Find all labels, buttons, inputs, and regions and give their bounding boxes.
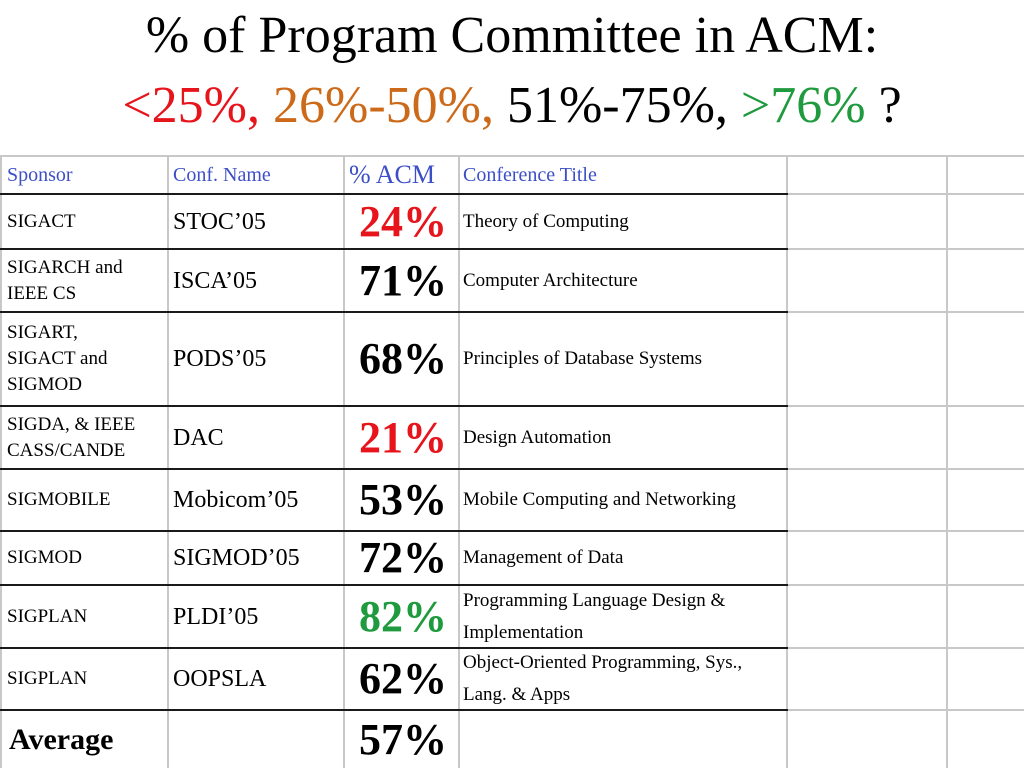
grid-line <box>458 155 460 768</box>
pct-acm-cell: 71% <box>359 255 447 305</box>
conf-title-cell: Theory of Computing <box>463 210 629 232</box>
sponsor-cell: SIGMOD <box>7 547 82 568</box>
pct-acm-cell: 68% <box>359 334 447 383</box>
conf-name-cell: Mobicom’05 <box>173 487 299 513</box>
conf-title-cell: Object-Oriented Programming, Sys., Lang. & Apps <box>463 652 743 705</box>
sponsor-cell: SIGPLAN <box>7 668 88 689</box>
sponsor-cell: SIGARCH and IEEE CS <box>7 256 123 304</box>
pct-acm-cell: 53% <box>359 475 447 524</box>
header-sponsor: Sponsor <box>7 164 73 186</box>
conf-name-cell: PLDI’05 <box>173 603 259 630</box>
slide-subtitle-ranges <box>0 76 1024 136</box>
header-pct-acm: % ACM <box>349 160 435 189</box>
sponsor-cell: SIGDA, & IEEE CASS/CANDE <box>7 413 136 461</box>
title-line-1: % of Program Committee in ACM: <box>145 7 879 64</box>
pct-acm-cell: 21% <box>359 412 447 462</box>
range-over-76: >76% <box>740 77 866 134</box>
conf-name-cell: DAC <box>173 424 224 451</box>
grid-line <box>0 155 2 768</box>
question-mark: ? <box>878 77 902 134</box>
conf-name-cell: SIGMOD’05 <box>173 545 300 571</box>
conf-title-cell: Programming Language Design & Implementation <box>463 589 726 643</box>
sponsor-cell: SIGACT <box>7 210 76 232</box>
average-pct: 57% <box>359 714 447 764</box>
sponsor-cell: SIGMOBILE <box>7 489 111 510</box>
slide-title <box>0 6 1024 66</box>
header-conf-title: Conference Title <box>463 164 597 186</box>
pct-acm-cell: 72% <box>359 533 447 582</box>
conf-title-cell: Management of Data <box>463 547 624 568</box>
grid-line <box>786 155 788 768</box>
header-conf-name: Conf. Name <box>173 164 271 186</box>
range-26-50: 26%-50%, <box>273 77 494 134</box>
grid-line <box>946 155 948 768</box>
pct-acm-cell: 82% <box>359 591 447 641</box>
conf-name-cell: ISCA’05 <box>173 267 258 294</box>
sponsor-cell: SIGART, SIGACT and SIGMOD <box>7 322 108 395</box>
conf-title-cell: Principles of Database Systems <box>463 348 703 369</box>
range-under-25: <25%, <box>122 77 260 134</box>
range-51-75: 51%-75%, <box>506 77 728 134</box>
average-label: Average <box>9 722 114 756</box>
sponsor-cell: SIGPLAN <box>7 605 88 627</box>
conf-name-cell: OOPSLA <box>173 666 267 692</box>
conf-title-cell: Design Automation <box>463 426 612 448</box>
pct-acm-cell: 62% <box>359 654 447 703</box>
conf-title-cell: Computer Architecture <box>463 269 638 291</box>
conf-title-cell: Mobile Computing and Networking <box>463 489 736 510</box>
grid-line <box>167 155 169 768</box>
pct-acm-cell: 24% <box>359 196 447 246</box>
conf-name-cell: STOC’05 <box>173 208 266 235</box>
conf-name-cell: PODS’05 <box>173 346 267 372</box>
